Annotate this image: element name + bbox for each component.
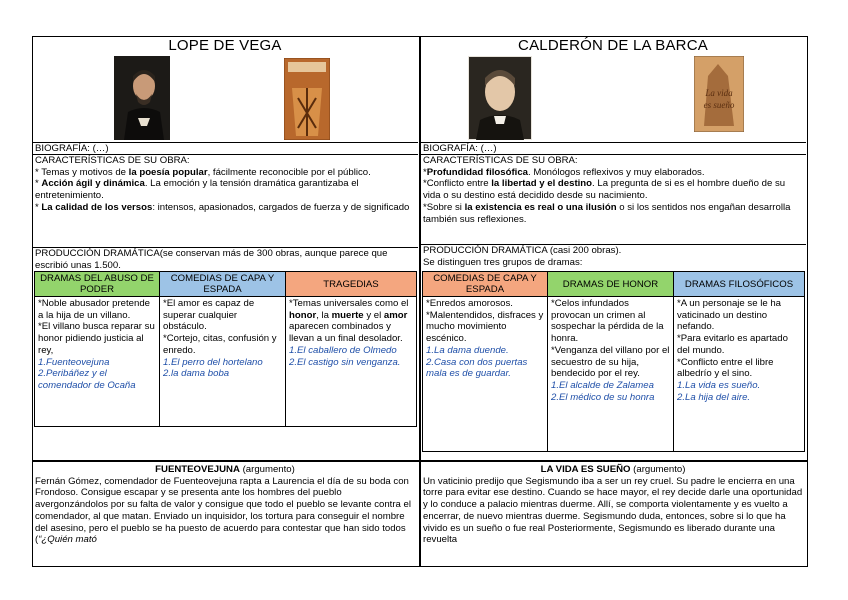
work-link[interactable]: 1.La dama duende. xyxy=(426,344,509,356)
work-link[interactable]: 2.El médico de su honra xyxy=(551,391,655,403)
calderon-dramas-table xyxy=(422,271,805,452)
calderon-cell-capa: *Enredos amorosos. *Malentendidos, disfraces y mucho movimiento escénico. 1.La dama duende. 2.Casa con dos puertas mala es de guardar. xyxy=(423,297,548,452)
svg-text:La vida: La vida xyxy=(705,88,733,98)
calderon-argument-text: Un vaticinio predijo que Segismundo iba a ser un rey cruel. Su padre le encierra en una torre para evitar ese destino. Cuando se hace mayor, el rey decide darle una oportunidad y lo conduce a palacio mientras duerme. Allí, se comporta violentamente y es vuelto a encerrar, de nuevo mientras duerme. Segismundo duda, entonces, sobre si lo que ha vivido es un sueño o fue real Posteriormente, Segismundo es liberado durante una revuelta xyxy=(423,475,803,546)
calderon-portrait xyxy=(468,56,532,140)
work-link[interactable]: 2.la dama boba xyxy=(163,368,230,380)
calderon-production-groups: Se distinguen tres grupos de dramas: xyxy=(423,256,583,268)
calderon-bio: BIOGRAFÍA: (…) xyxy=(423,143,497,154)
lope-feature-1: * Temas y motivos de la poesía popular, fácilmente reconocible por el público. xyxy=(35,166,371,178)
lope-column xyxy=(32,36,418,546)
lope-cell-capa: *El amor es capaz de superar cualquier obstáculo. *Cortejo, citas, confusión y enredo. 1.El perro del hortelano 2.la dama boba xyxy=(160,297,286,427)
calderon-argument-title: LA VIDA ES SUEÑO xyxy=(540,464,631,475)
work-link[interactable]: 1.El alcalde de Zalamea xyxy=(551,379,654,391)
lope-argument-text: Fernán Gómez, comendador de Fuenteovejuna rapta a Laurencia el día de su boda con Frondoso. Consigue escapar y se presenta ante los hombres del pueblo avergonzándolos por su falta de valor y consigue que todo el pueblo se levante contra el comendador, al que matan. Enviado un inquisidor, los tortura para conseguir el nombre del asesino, pero el pueblo se ha puesto de acuerdo para contestar que han sido todos ( xyxy=(35,475,412,546)
calderon-cell-honor: *Celos infundados provocan un crimen al sospechar la pérdida de la honra. *Venganza del villano por el secuestro de su hija, bendecido por el rey. 1.El alcalde de Zalamea 2.El médico de su honra xyxy=(548,297,674,452)
lope-header-capa: COMEDIAS DE CAPA Y ESPADA xyxy=(160,272,286,297)
work-link[interactable]: 1.La vida es sueño. xyxy=(677,379,761,391)
calderon-header-capa: COMEDIAS DE CAPA Y ESPADA xyxy=(423,272,548,297)
lope-cell-abuso: *Noble abusador pretende a la hija de un villano. *El villano busca reparar su honor pidiendo justicia al rey, 1.Fuenteovejuna 2.Peribáñez y el comendador de Ocaña xyxy=(35,297,160,427)
lope-features-heading: CARACTERÍSTICAS DE SU OBRA: xyxy=(35,155,190,166)
work-link[interactable]: 1.El caballero de Olmedo xyxy=(289,344,397,356)
lope-cell-tragedias: *Temas universales como el honor, la muerte y el amor aparecen combinados y llevan a un final desolador. 1.El caballero de Olmedo 2.El castigo sin venganza. xyxy=(286,297,417,427)
lope-feature-3: * La calidad de los versos: intensos, apasionados, cargados de fuerza y de significado xyxy=(35,201,410,213)
calderon-features xyxy=(420,154,806,226)
work-link[interactable]: 1.El perro del hortelano xyxy=(163,356,263,368)
work-link[interactable]: 2.Peribáñez y el comendador de Ocaña xyxy=(38,368,136,391)
calderon-title: CALDERÓN DE LA BARCA xyxy=(518,37,708,54)
calderon-feature-1: *Profundidad filosófica. Monólogos reflexivos y muy elaborados. xyxy=(423,166,705,178)
lope-features xyxy=(32,154,418,215)
lope-header-abuso: DRAMAS DEL ABUSO DE PODER xyxy=(35,272,160,297)
calderon-feature-2: *Conflicto entre la libertad y el destino. La pregunta de si es el hombre dueño de su vida o su destino está decidido desde su nacimiento. xyxy=(423,178,786,202)
lope-bio: BIOGRAFÍA: (…) xyxy=(35,143,109,154)
work-link[interactable]: 2.Casa con dos puertas mala es de guardar. xyxy=(426,356,528,380)
lope-argument-title: FUENTEOVEJUNA xyxy=(155,464,240,475)
work-link[interactable]: 2.El castigo sin venganza. xyxy=(289,356,401,368)
lope-dramas-table xyxy=(34,271,417,427)
calderon-argument: LA VIDA ES SUEÑO (argumento) Un vaticinio predijo que Segismundo iba a ser un rey cruel. Su padre le encierra en una torre para evitar ese destino. Cuando se hace mayor, el rey decide darle una oportunidad y lo conduce a palacio mientras duerme. Allí, se comporta violentamente y es vuelto a encerrar, de nuevo mientras duerme. Segismundo duda, entonces, sobre si lo que ha vivido es un sueño o fue real Posteriormente, Segismundo es liberado durante una revuelta xyxy=(423,464,803,546)
calderon-header-honor: DRAMAS DE HONOR xyxy=(548,272,674,297)
lope-production: PRODUCCIÓN DRAMÁTICA(se conservan más de 300 obras, aunque parece que escribió unas 1.500. xyxy=(35,248,388,271)
lope-portrait xyxy=(114,56,170,140)
calderon-cell-filosoficos: *A un personaje se le ha vaticinado un destino nefando. *Para evitarlo es apartado del mundo. *Conflicto entre el libre albedrío y el sino. 1.La vida es sueño. 2.La hija del aire. xyxy=(674,297,805,452)
calderon-production: PRODUCCIÓN DRAMÁTICA (casi 200 obras). xyxy=(423,245,622,256)
calderon-feature-3: *Sobre si la existencia es real o una ilusión o si los sentidos nos engañan desarrolla también sus reflexiones. xyxy=(423,201,791,225)
calderon-book-cover xyxy=(694,56,744,132)
calderon-header-filosoficos: DRAMAS FILOSÓFICOS xyxy=(674,272,805,297)
lope-feature-2: * Acción ágil y dinámica. La emoción y la tensión dramática garantizaba el entretenimiento. xyxy=(35,178,359,202)
svg-text:es sueño: es sueño xyxy=(703,100,735,110)
lope-header-tragedias: TRAGEDIAS xyxy=(286,272,417,297)
lope-argument: FUENTEOVEJUNA (argumento) Fernán Gómez, comendador de Fuenteovejuna rapta a Laurencia el día de su boda con Frondoso. Consigue escapar y se presenta ante los hombres del pueblo avergonzándolos por su falta de valor y consigue que todo el pueblo se levante contra el comendador, al que matan. Enviado un inquisidor, los tortura para conseguir el nombre del asesino, pero el pueblo se ha puesto de acuerdo para contestar que han sido todos (“¿Quién mató xyxy=(35,464,412,546)
lope-title: LOPE DE VEGA xyxy=(168,37,282,54)
calderon-features-heading: CARACTERÍSTICAS DE SU OBRA: xyxy=(423,155,578,166)
work-link[interactable]: 2.La hija del aire. xyxy=(677,391,751,403)
work-link[interactable]: 1.Fuenteovejuna xyxy=(38,356,110,368)
calderon-column xyxy=(420,36,806,546)
lope-book-cover xyxy=(284,58,330,140)
